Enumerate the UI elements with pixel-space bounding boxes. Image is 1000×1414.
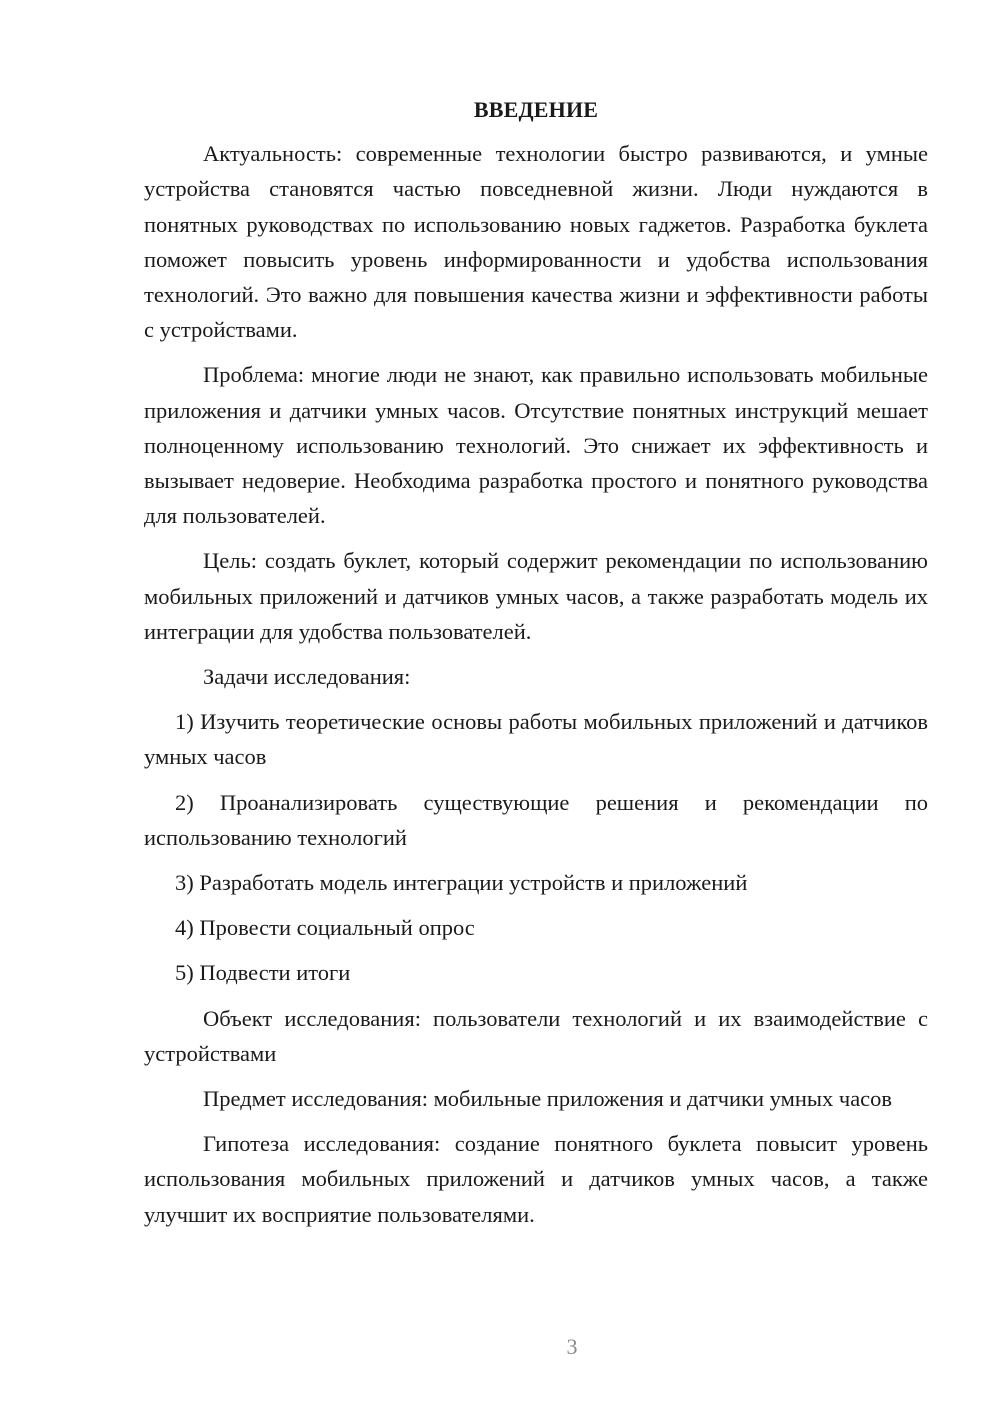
hypothesis-paragraph: Гипотеза исследования: создание понятного буклета повысит уровень использования мобильных приложений и датчиков умных часов, а также улучшит их восприятие пользователями.	[144, 1131, 928, 1227]
tasks-heading: Задачи исследования:	[203, 664, 411, 690]
list-item: 5) Подвести итоги	[175, 960, 351, 986]
relevance-paragraph: Актуальность: современные технологии быстро развиваются, и умные устройства становятся частью повседневной жизни. Люди нуждаются в понятных руководствах по использованию новых гаджетов. Разработка буклета поможет повысить уровень информированности и удобства использования технологий. Это важно для повышения качества жизни и эффективности работы с устройствами.	[144, 141, 928, 343]
subject-paragraph: Предмет исследования: мобильные приложения и датчики умных часов	[203, 1086, 893, 1112]
list-item: 3) Разработать модель интеграции устройств и приложений	[175, 870, 748, 896]
list-item: 4) Провести социальный опрос	[175, 915, 475, 941]
object-paragraph: Объект исследования: пользователи технологий и их взаимодействие с устройствами	[144, 1005, 928, 1066]
goal-paragraph: Цель: создать буклет, который содержит рекомендации по использованию мобильных приложений и датчиков умных часов, а также разработать модель их интеграции для удобства пользователей.	[144, 548, 928, 644]
page-title: ВВЕДЕНИЕ	[473, 97, 599, 122]
list-item: 2) Проанализировать существующие решения и рекомендации по использованию технологий	[144, 789, 928, 850]
document-page	[144, 92, 928, 1242]
list-item: 1) Изучить теоретические основы работы мобильных приложений и датчиков умных часов	[144, 709, 928, 770]
page-number: 3	[566, 1334, 578, 1359]
problem-paragraph: Проблема: многие люди не знают, как правильно использовать мобильные приложения и датчики умных часов. Отсутствие понятных инструкций мешает полноценному использованию технологий. Это снижает их эффективность и вызывает недоверие. Необходима разработка простого и понятного руководства для пользователей.	[144, 362, 928, 529]
tasks-list	[144, 704, 928, 990]
